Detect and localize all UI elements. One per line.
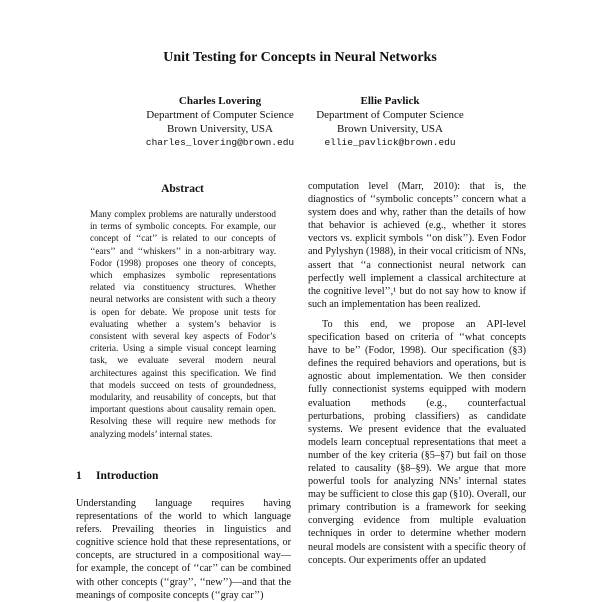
author-department: Department of Computer Science bbox=[316, 109, 464, 121]
right-column-text bbox=[308, 180, 526, 567]
author-affiliation: Brown University, USA bbox=[337, 123, 443, 135]
paper-title: Unit Testing for Concepts in Neural Networks bbox=[163, 50, 437, 65]
abstract-paragraph: Many complex problems are naturally understood in terms of symbolic concepts. For example, our concept of ‘‘cat’’ is related to our concepts of ‘‘ears’’ and ‘‘whiskers’’ in a non-arbitrary way. Fodor (1998) proposes one theory of concepts, which emphasizes symbolic representations related via constituency structures. Whether neural networks are consistent with such a theory is open for debate. We propose unit tests for evaluating whether a system’s behavior is consistent with several key aspects of Fodor’s criteria. Using a simple visual concept learning task, we evaluate several modern neural architectures against this specification. We find that models succeed on tests of groundedness, modularity, and reusability of concepts, but that important questions about causality remain open. Resolving these will require new methods for analyzing models’ internal states. bbox=[90, 209, 276, 439]
author-affiliation: Brown University, USA bbox=[167, 123, 273, 135]
author-name: Ellie Pavlick bbox=[360, 95, 420, 107]
right-paragraph-1: computation level (Marr, 2010): that is, the diagnostics of ‘‘symbolic concepts’’ concern what a system does and why, rather than the details of how that behavior is achieved (e.g., whether it stores vectors vs. explicit symbols ‘‘on disk’’). Even Fodor and Pylyshyn (1988), in their vocal criticism of NNs, assert that ‘‘a connectionist neural network can perfectly well implement a classical architecture at the cognitive level’’,¹ but do not say how to know if such an implementation has been realized. bbox=[308, 181, 526, 310]
section-number: 1 bbox=[76, 470, 82, 482]
introduction-text bbox=[76, 497, 291, 602]
abstract-heading: Abstract bbox=[161, 183, 204, 195]
right-paragraph-2: To this end, we propose an API-level specification based on criteria of ‘‘what concepts have to be’’ (Fodor, 1998). Our specification (§3) defines the required behaviors and operations, but is agnostic about implementation. We then consider fully connectionist systems equipped with modern evaluation methods (e.g., counterfactual perturbations, probing classifiers) as candidate systems. We present evidence that the evaluated models learn conceptual representations that meet a number of the key criteria (§5–§7) but fail on those related to causality (§8–§9). We argue that more powerful tools for analyzing NNs’ internal states may be sufficient to close this gap (§10). Overall, our primary contribution is a framework for seeking converging evidence from multiple evaluation techniques in order to determine whether modern neural models are consistent with a specific theory of concepts. Our experiments offer an updated bbox=[308, 318, 526, 566]
author-email: charles_lovering@brown.edu bbox=[145, 137, 295, 148]
author-block-2 bbox=[280, 94, 500, 150]
abstract-text bbox=[90, 208, 276, 440]
author-department: Department of Computer Science bbox=[146, 109, 294, 121]
author-name: Charles Lovering bbox=[178, 95, 262, 107]
intro-paragraph-1: Understanding language requires having representations of the world to which language refers. Prevailing theories in linguistics and cognitive science hold that these representations, or concepts, are structured in a compositional way—for example, the concept of ‘‘car’’ can be combined with other concepts (‘‘gray’’, ‘‘new’’)—and that the meanings of composite concepts (‘‘gray car’’) bbox=[76, 498, 291, 601]
author-email: ellie_pavlick@brown.edu bbox=[324, 137, 456, 148]
section-heading-introduction bbox=[76, 470, 296, 482]
section-title: Introduction bbox=[96, 470, 159, 482]
